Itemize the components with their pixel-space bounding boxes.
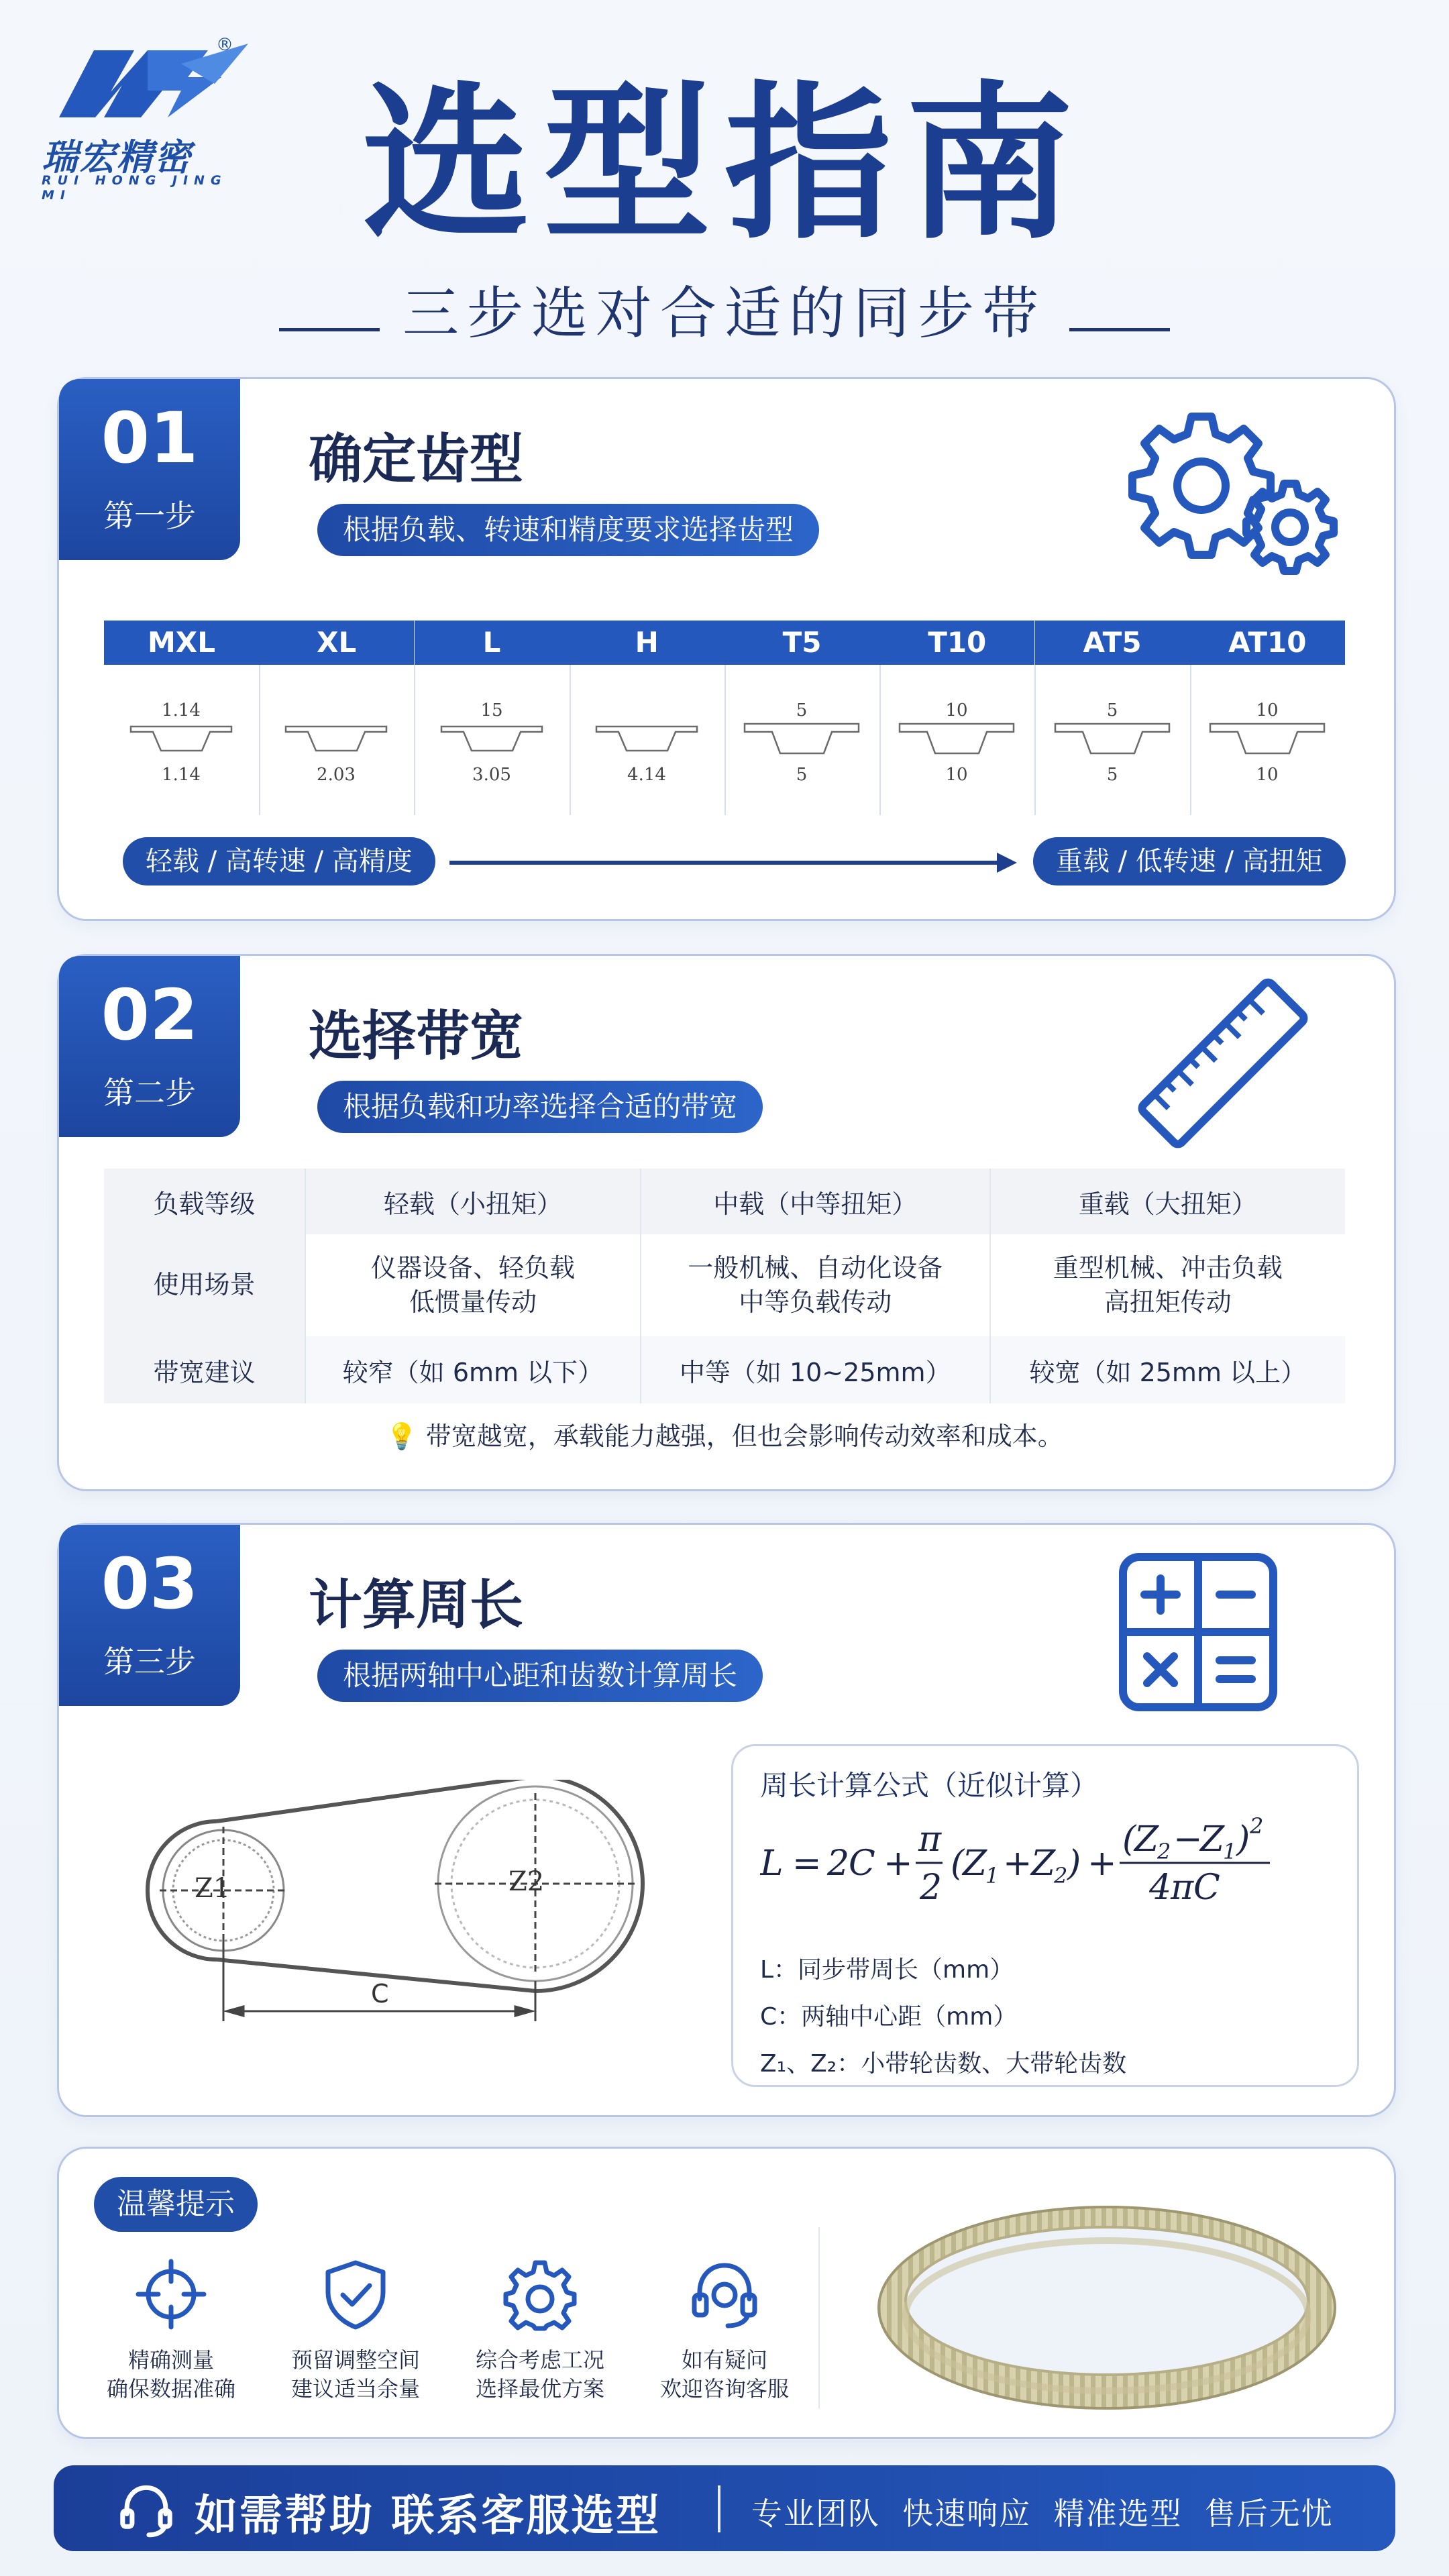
table-cell: 中等（如 10~25mm） <box>641 1336 990 1403</box>
tip-item <box>634 2257 815 2404</box>
tooth-pitch-top: 5 <box>796 700 808 720</box>
lightbulb-icon: 💡 <box>386 1421 418 1451</box>
formula-box <box>731 1744 1359 2087</box>
svg-text:2: 2 <box>920 1868 943 1908</box>
footer-slogan: 专业团队 快速响应 精准选型 售后无忧 <box>751 2496 1334 2532</box>
light-load-tag: 轻载 / 高转速 / 高精度 <box>123 837 435 885</box>
tooth-column <box>104 621 260 815</box>
heavy-load-tag: 重载 / 低转速 / 高扭矩 <box>1033 837 1346 885</box>
table-cell: 仪器设备、轻负载 低惯量传动 <box>305 1234 641 1336</box>
tooth-profile-icon <box>570 665 724 815</box>
tooth-profile-icon <box>879 665 1034 815</box>
shield-check-icon <box>319 2257 392 2331</box>
table-cell: 负载等级 <box>104 1169 305 1234</box>
z1-label: Z1 <box>195 1873 231 1904</box>
step3-badge <box>59 1525 240 1706</box>
tip-item <box>265 2257 446 2404</box>
svg-text:=: = <box>792 1843 822 1884</box>
svg-text:C: C <box>1193 1868 1220 1908</box>
svg-text:2: 2 <box>827 1843 850 1884</box>
step3-label: 第三步 <box>103 1644 196 1680</box>
table-row <box>104 1169 1345 1234</box>
tooth-pitch-bottom: 10 <box>1256 765 1279 785</box>
perimeter-formula <box>760 1813 1337 1914</box>
table-cell: 中载（中等扭矩） <box>641 1169 990 1234</box>
tooth-pitch-top: 5 <box>1106 700 1118 720</box>
tooth-pitch-top: 15 <box>480 700 503 720</box>
svg-text:Z: Z <box>1031 1843 1056 1884</box>
legend-Z: Z₁、Z₂：小带轮齿数、大带轮齿数 <box>760 2050 1127 2078</box>
tooth-type-header: AT10 <box>1190 621 1345 665</box>
svg-text:+: + <box>883 1843 913 1884</box>
legend-C: C：两轴中心距（mm） <box>760 2003 1018 2031</box>
step2-desc: 根据负载和功率选择合适的带宽 <box>317 1081 763 1133</box>
table-cell: 一般机械、自动化设备 中等负载传动 <box>641 1234 990 1336</box>
step1-desc: 根据负载、转速和精度要求选择齿型 <box>317 504 819 556</box>
svg-text:1: 1 <box>985 1863 1000 1888</box>
step1-number: 01 <box>101 397 199 479</box>
tooth-profile-icon <box>1190 665 1345 815</box>
tip-item <box>80 2257 262 2404</box>
tips-divider <box>818 2227 820 2408</box>
svg-text:Z: Z <box>1134 1819 1159 1860</box>
tooth-pitch-bottom: 5 <box>1106 765 1118 785</box>
svg-text:+: + <box>1003 1843 1032 1884</box>
tooth-pitch-top: 1.14 <box>162 700 201 720</box>
svg-text:): ) <box>1067 1843 1081 1884</box>
tooth-type-header: AT5 <box>1035 621 1190 665</box>
tip-line2: 确保数据准确 <box>106 2376 235 2402</box>
page-subtitle: 三步选对合适的同步带 <box>402 280 1046 346</box>
step1-label: 第一步 <box>103 498 196 534</box>
tooth-type-table <box>104 621 1345 815</box>
tooth-profile-icon <box>724 665 879 815</box>
page-title: 选型指南 <box>362 66 1087 262</box>
load-direction-arrow <box>449 861 1013 865</box>
tooth-profile-figure <box>879 665 1034 815</box>
table-row <box>104 1336 1345 1403</box>
tooth-type-header: H <box>570 621 724 665</box>
logo-cn-text: 瑞宏精密 <box>42 136 192 178</box>
step3-title: 计算周长 <box>309 1574 523 1636</box>
tooth-pitch-bottom: 4.14 <box>627 765 666 785</box>
table-cell: 重载（大扭矩） <box>990 1169 1345 1234</box>
table-row <box>104 1234 1345 1336</box>
tooth-type-header: XL <box>259 621 414 665</box>
footer-separator <box>718 2485 720 2532</box>
tooth-profile-icon <box>104 665 259 815</box>
tooth-pitch-bottom: 2.03 <box>317 765 356 785</box>
step3-number: 03 <box>101 1543 199 1625</box>
svg-text:π: π <box>918 1819 942 1860</box>
svg-text:2: 2 <box>1157 1839 1171 1864</box>
tip-line2: 建议适当余量 <box>290 2376 420 2402</box>
subtitle-row <box>0 268 1449 350</box>
headset-icon <box>688 2257 761 2331</box>
tooth-pitch-bottom: 1.14 <box>162 765 201 785</box>
tip-line1: 预留调整空间 <box>290 2347 420 2373</box>
tooth-type-header: T5 <box>724 621 879 665</box>
svg-text:2: 2 <box>1054 1863 1068 1888</box>
timing-belt-image <box>865 2194 1348 2415</box>
svg-text:(: ( <box>1122 1819 1136 1860</box>
tooth-profile-figure <box>259 665 414 815</box>
svg-text:2: 2 <box>1250 1813 1264 1839</box>
svg-text:): ) <box>1236 1819 1250 1860</box>
tooth-column <box>879 621 1036 815</box>
tooth-profile-figure <box>415 665 570 815</box>
belt-width-table <box>104 1169 1345 1403</box>
svg-text:π: π <box>1171 1868 1194 1908</box>
formula-title: 周长计算公式（近似计算） <box>760 1769 1099 1802</box>
gear-icon <box>503 2257 577 2331</box>
svg-text:1: 1 <box>1223 1839 1237 1864</box>
width-note <box>0 1415 1449 1452</box>
step2-badge <box>59 956 240 1137</box>
tip-item <box>449 2257 631 2404</box>
belt-drive-diagram <box>133 1780 710 2048</box>
subtitle-line-right <box>1069 328 1170 331</box>
svg-text:(: ( <box>951 1843 965 1884</box>
tooth-profile-figure <box>104 665 259 815</box>
tooth-type-header: MXL <box>104 621 259 665</box>
tooth-column <box>1190 621 1345 815</box>
tip-line2: 选择最优方案 <box>475 2376 604 2402</box>
registered-mark: ® <box>216 35 233 55</box>
tooth-pitch-bottom: 3.05 <box>472 765 511 785</box>
tooth-profile-icon <box>415 665 570 815</box>
tooth-profile-icon <box>1035 665 1190 815</box>
tooth-column <box>570 621 726 815</box>
step1-title: 确定齿型 <box>309 428 523 490</box>
table-cell: 较窄（如 6mm 以下） <box>305 1336 641 1403</box>
step2-title: 选择带宽 <box>309 1005 523 1067</box>
svg-text:−: − <box>1173 1819 1203 1860</box>
svg-text:4: 4 <box>1149 1868 1172 1908</box>
tooth-column <box>415 621 571 815</box>
table-cell: 重型机械、冲击负载 高扭矩传动 <box>1053 1252 1283 1317</box>
svg-text:Z: Z <box>1200 1819 1225 1860</box>
tooth-profile-figure <box>570 665 724 815</box>
step2-label: 第二步 <box>103 1075 196 1111</box>
contact-banner[interactable] <box>54 2465 1395 2551</box>
tooth-profile-figure <box>1190 665 1345 815</box>
legend-L: L：同步带周长（mm） <box>760 1956 1014 1984</box>
tooth-column <box>724 621 881 815</box>
table-cell: 带宽建议 <box>104 1336 305 1403</box>
tooth-pitch-top: 10 <box>945 700 968 720</box>
svg-text:+: + <box>1087 1843 1117 1884</box>
tooth-column <box>1035 621 1191 815</box>
tooth-type-header: L <box>415 621 570 665</box>
tips-tag: 温馨提示 <box>94 2177 258 2232</box>
tooth-profile-figure <box>724 665 879 815</box>
crosshair-icon <box>134 2257 208 2331</box>
tip-line2: 欢迎咨询客服 <box>659 2376 789 2402</box>
z2-label: Z2 <box>508 1866 545 1897</box>
step2-number: 02 <box>101 974 199 1056</box>
svg-text:L: L <box>760 1843 784 1884</box>
table-cell: 较宽（如 25mm 以上） <box>990 1336 1345 1403</box>
headset-icon <box>117 2481 175 2539</box>
tooth-pitch-bottom: 5 <box>796 765 808 785</box>
tooth-column <box>259 621 415 815</box>
table-cell: 使用场景 <box>104 1234 305 1336</box>
table-cell: 轻载（小扭矩） <box>305 1169 641 1234</box>
step1-badge <box>59 379 240 560</box>
svg-text:Z: Z <box>963 1843 987 1884</box>
calculator-icon <box>1118 1552 1279 1713</box>
gears-icon <box>1118 405 1339 579</box>
tooth-profile-figure <box>1035 665 1190 815</box>
svg-text:C: C <box>849 1843 875 1884</box>
tooth-pitch-bottom: 10 <box>945 765 968 785</box>
ruler-icon <box>1132 976 1313 1150</box>
tooth-profile-icon <box>259 665 414 815</box>
c-label: C <box>371 1979 389 2008</box>
tip-line1: 综合考虑工况 <box>475 2347 604 2373</box>
subtitle-line-left <box>279 328 380 331</box>
step3-desc: 根据两轴中心距和齿数计算周长 <box>317 1650 763 1702</box>
tooth-pitch-top: 10 <box>1256 700 1279 720</box>
tip-line1: 精确测量 <box>127 2347 214 2373</box>
logo-en-text: RUI HONG JING MI <box>42 173 227 203</box>
tooth-type-header: T10 <box>879 621 1034 665</box>
tip-line1: 如有疑问 <box>681 2347 767 2373</box>
width-note-text: 带宽越宽，承载能力越强，但也会影响传动效率和成本。 <box>425 1421 1063 1451</box>
contact-help-text: 如需帮助 联系客服选型 <box>195 2491 661 2541</box>
